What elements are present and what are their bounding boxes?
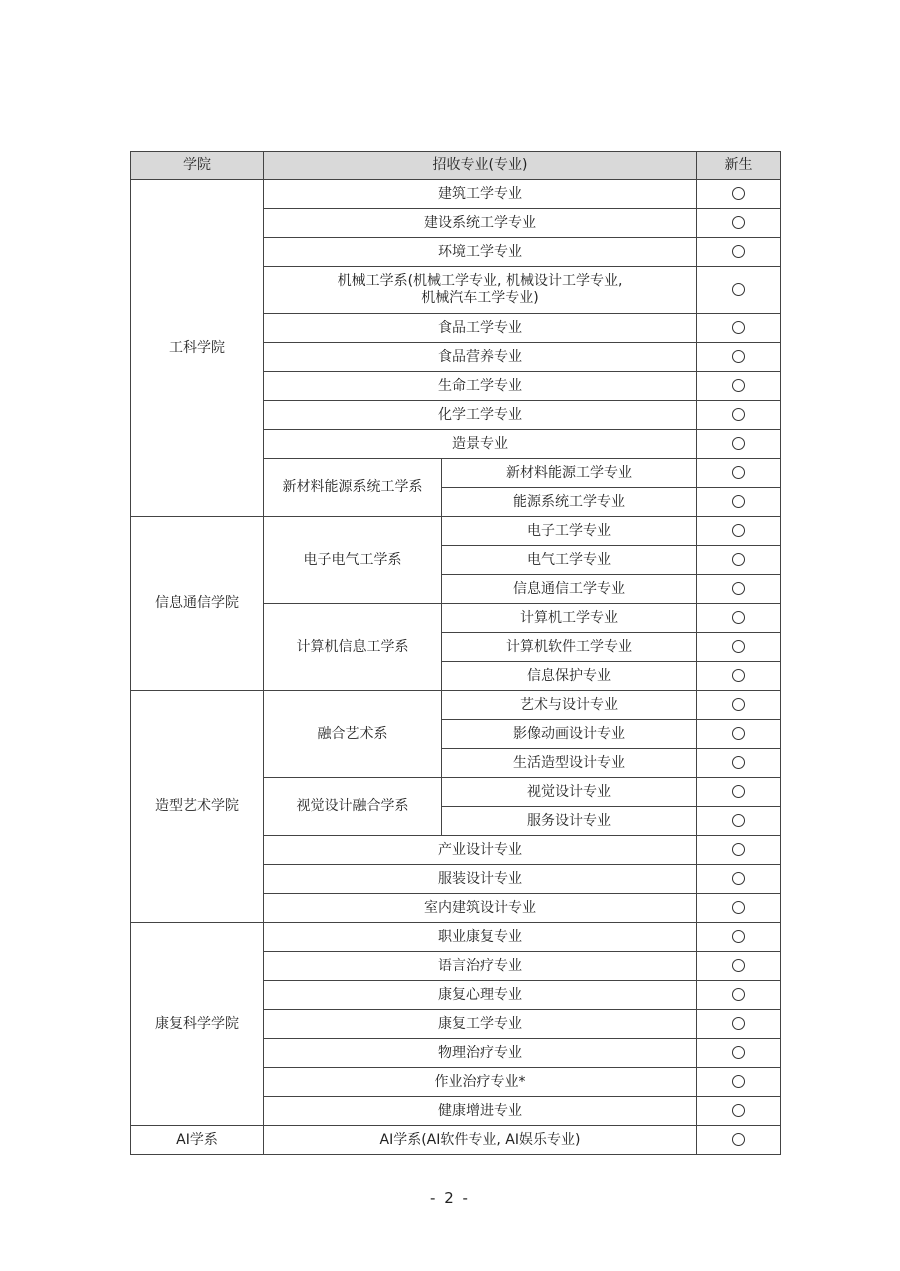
circle-mark-icon <box>732 901 745 914</box>
circle-mark-icon <box>732 245 745 258</box>
circle-mark-icon <box>732 553 745 566</box>
major-cell: 语言治疗专业 <box>264 952 697 981</box>
sub-major-cell: 新材料能源工学专业 <box>442 459 697 488</box>
circle-mark-icon <box>732 466 745 479</box>
table-header-row <box>131 152 781 180</box>
circle-mark-icon <box>732 988 745 1001</box>
department-cell: 视觉设计融合学系 <box>264 778 442 836</box>
new-student-cell <box>697 430 781 459</box>
circle-mark-icon <box>732 350 745 363</box>
major-text-line-1: 机械工学系(机械工学专业, 机械设计工学专业, <box>337 273 623 289</box>
circle-mark-icon <box>732 727 745 740</box>
header-college: 学院 <box>131 152 264 180</box>
circle-mark-icon <box>732 930 745 943</box>
new-student-cell <box>697 575 781 604</box>
sub-major-cell: 能源系统工学专业 <box>442 488 697 517</box>
sub-major-cell: 艺术与设计专业 <box>442 691 697 720</box>
major-cell: 产业设计专业 <box>264 836 697 865</box>
sub-major-cell: 电气工学专业 <box>442 546 697 575</box>
header-major: 招收专业(专业) <box>264 152 697 180</box>
major-cell: 物理治疗专业 <box>264 1039 697 1068</box>
circle-mark-icon <box>732 437 745 450</box>
new-student-cell <box>697 1039 781 1068</box>
circle-mark-icon <box>732 1046 745 1059</box>
new-student-cell <box>697 923 781 952</box>
new-student-cell <box>697 180 781 209</box>
circle-mark-icon <box>732 1133 745 1146</box>
major-cell: 造景专业 <box>264 430 697 459</box>
new-student-cell <box>697 1126 781 1155</box>
college-cell-ai: AI学系 <box>131 1126 264 1155</box>
major-cell <box>264 267 697 314</box>
major-cell: 作业治疗专业* <box>264 1068 697 1097</box>
major-cell: 建设系统工学专业 <box>264 209 697 238</box>
college-cell-engineering: 工科学院 <box>131 180 264 517</box>
new-student-cell <box>697 1097 781 1126</box>
circle-mark-icon <box>732 756 745 769</box>
new-student-cell <box>697 633 781 662</box>
sub-major-cell: 服务设计专业 <box>442 807 697 836</box>
major-cell: 食品工学专业 <box>264 314 697 343</box>
new-student-cell <box>697 662 781 691</box>
department-cell: 融合艺术系 <box>264 691 442 778</box>
major-cell: 室内建筑设计专业 <box>264 894 697 923</box>
new-student-cell <box>697 952 781 981</box>
major-cell: 化学工学专业 <box>264 401 697 430</box>
sub-major-cell: 计算机软件工学专业 <box>442 633 697 662</box>
circle-mark-icon <box>732 524 745 537</box>
sub-major-cell: 生活造型设计专业 <box>442 749 697 778</box>
major-cell: 环境工学专业 <box>264 238 697 267</box>
new-student-cell <box>697 604 781 633</box>
department-cell: 电子电气工学系 <box>264 517 442 604</box>
major-cell: 食品营养专业 <box>264 343 697 372</box>
new-student-cell <box>697 488 781 517</box>
circle-mark-icon <box>732 408 745 421</box>
circle-mark-icon <box>732 698 745 711</box>
circle-mark-icon <box>732 611 745 624</box>
table-row <box>131 691 781 720</box>
new-student-cell <box>697 865 781 894</box>
major-cell: AI学系(AI软件专业, AI娱乐专业) <box>264 1126 697 1155</box>
new-student-cell <box>697 836 781 865</box>
college-cell-info-comm: 信息通信学院 <box>131 517 264 691</box>
new-student-cell <box>697 314 781 343</box>
major-cell: 职业康复专业 <box>264 923 697 952</box>
circle-mark-icon <box>732 843 745 856</box>
major-cell: 生命工学专业 <box>264 372 697 401</box>
sub-major-cell: 电子工学专业 <box>442 517 697 546</box>
page-number: - 2 - <box>430 1189 470 1207</box>
new-student-cell <box>697 517 781 546</box>
new-student-cell <box>697 981 781 1010</box>
new-student-cell <box>697 1068 781 1097</box>
college-cell-formative-arts: 造型艺术学院 <box>131 691 264 923</box>
header-new-student: 新生 <box>697 152 781 180</box>
new-student-cell <box>697 1010 781 1039</box>
circle-mark-icon <box>732 814 745 827</box>
new-student-cell <box>697 691 781 720</box>
sub-major-cell: 计算机工学专业 <box>442 604 697 633</box>
sub-major-cell: 信息保护专业 <box>442 662 697 691</box>
circle-mark-icon <box>732 959 745 972</box>
circle-mark-icon <box>732 495 745 508</box>
new-student-cell <box>697 238 781 267</box>
new-student-cell <box>697 894 781 923</box>
department-cell: 新材料能源系统工学系 <box>264 459 442 517</box>
circle-mark-icon <box>732 785 745 798</box>
new-student-cell <box>697 209 781 238</box>
major-cell: 健康增进专业 <box>264 1097 697 1126</box>
new-student-cell <box>697 459 781 488</box>
new-student-cell <box>697 807 781 836</box>
new-student-cell <box>697 372 781 401</box>
circle-mark-icon <box>732 872 745 885</box>
department-cell: 计算机信息工学系 <box>264 604 442 691</box>
circle-mark-icon <box>732 582 745 595</box>
circle-mark-icon <box>732 669 745 682</box>
circle-mark-icon <box>732 640 745 653</box>
major-cell: 服装设计专业 <box>264 865 697 894</box>
sub-major-cell: 信息通信工学专业 <box>442 575 697 604</box>
circle-mark-icon <box>732 216 745 229</box>
new-student-cell <box>697 749 781 778</box>
major-cell: 建筑工学专业 <box>264 180 697 209</box>
admission-majors-table <box>130 151 781 1155</box>
sub-major-cell: 视觉设计专业 <box>442 778 697 807</box>
new-student-cell <box>697 720 781 749</box>
circle-mark-icon <box>732 379 745 392</box>
college-cell-rehab-science: 康复科学学院 <box>131 923 264 1126</box>
new-student-cell <box>697 401 781 430</box>
table-row <box>131 517 781 546</box>
major-cell: 康复工学专业 <box>264 1010 697 1039</box>
new-student-cell <box>697 778 781 807</box>
major-cell: 康复心理专业 <box>264 981 697 1010</box>
circle-mark-icon <box>732 321 745 334</box>
new-student-cell <box>697 267 781 314</box>
table-row <box>131 1126 781 1155</box>
circle-mark-icon <box>732 1017 745 1030</box>
major-text-line-2: 机械汽车工学专业) <box>421 290 539 306</box>
circle-mark-icon <box>732 187 745 200</box>
table-row <box>131 923 781 952</box>
circle-mark-icon <box>732 1104 745 1117</box>
new-student-cell <box>697 343 781 372</box>
table-row <box>131 180 781 209</box>
new-student-cell <box>697 546 781 575</box>
circle-mark-icon <box>732 1075 745 1088</box>
circle-mark-icon <box>732 283 745 296</box>
sub-major-cell: 影像动画设计专业 <box>442 720 697 749</box>
